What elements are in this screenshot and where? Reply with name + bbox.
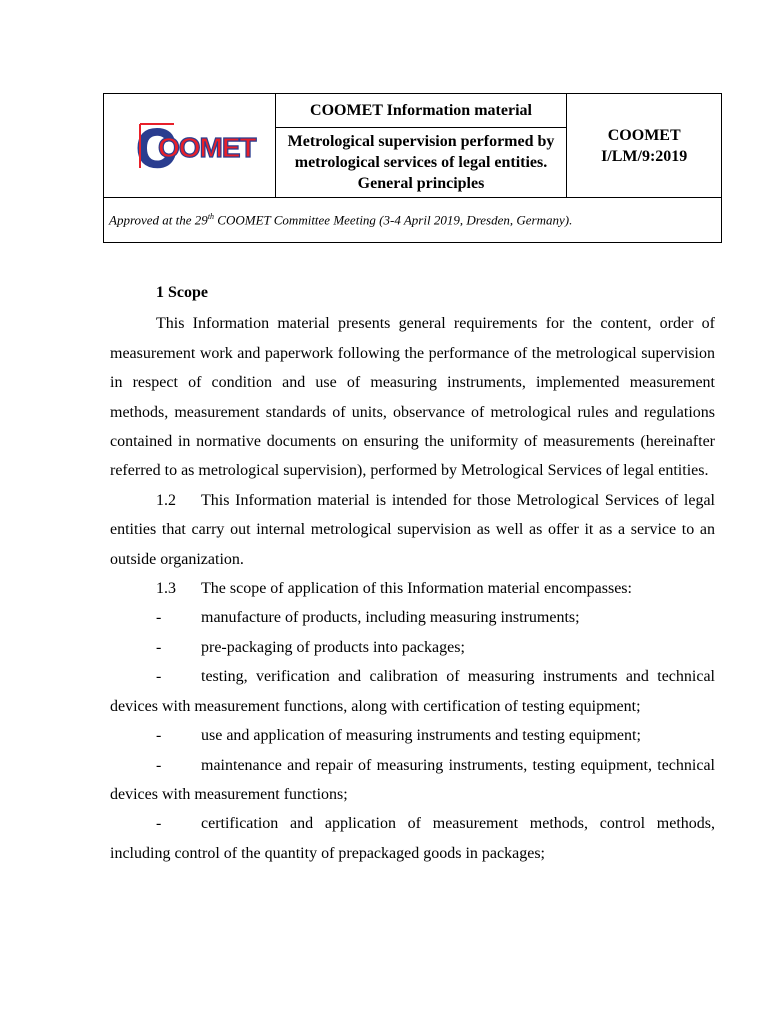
approval-superscript: th	[207, 211, 215, 221]
list-marker: -	[156, 727, 162, 745]
svg-text:OOMET: OOMET	[158, 131, 256, 163]
list-item	[110, 809, 715, 868]
coomet-logo	[134, 116, 256, 179]
paragraph-1-2	[110, 486, 715, 574]
svg-text:C: C	[136, 116, 177, 179]
list-item-text: testing, verification and calibration of measuring instruments and technical devices with measurement functions, along with certification of testing equipment;	[110, 668, 715, 715]
list-item-text: use and application of measuring instruments and testing equipment;	[201, 727, 641, 745]
paragraph-scope: This Information material presents general requirements for the content, order of measurement work and paperwork following the performance of the metrological supervision in respect of condition and use of measuring instruments, implemented measurement methods, measurement standards of units, observance of metrological rules and regulations contained in normative documents on ensuring the uniformity of measurements (hereinafter referred to as metrological supervision), performed by Metrological Services of legal entities.	[110, 315, 715, 480]
approval-note	[104, 198, 722, 243]
list-item	[110, 662, 715, 721]
list-item	[110, 603, 715, 632]
paragraph-text: The scope of application of this Information material encompasses:	[201, 580, 632, 598]
logo-cell	[104, 94, 276, 198]
list-marker: -	[156, 756, 162, 774]
approval-text-start: Approved at the 29	[109, 212, 208, 228]
document-body	[110, 278, 715, 868]
list-marker: -	[156, 668, 162, 686]
list-item-text: maintenance and repair of measuring instruments, testing equipment, technical devices with measurement functions;	[110, 756, 715, 803]
list-item-text: certification and application of measurement methods, control methods, including control of the quantity of prepackaged goods in packages;	[110, 815, 715, 862]
list-item	[110, 721, 715, 750]
document-subtitle: Metrological supervision performed by metrological services of legal entities. General principles	[275, 128, 567, 198]
paragraph-text: This Information material is intended for those Metrological Services of legal entities that carry out internal metrological supervision as well as offer it as a service to an outside organization.	[110, 491, 715, 568]
list-marker: -	[156, 609, 162, 627]
section-heading: 1 Scope	[156, 284, 208, 301]
list-marker: -	[156, 638, 162, 656]
approval-text-end: COOMET Committee Meeting (3-4 April 2019, Dresden, Germany).	[214, 212, 573, 228]
clause-number: 1.2	[156, 491, 176, 509]
document-code	[567, 94, 722, 198]
clause-number: 1.3	[156, 580, 176, 598]
document-header-table	[103, 93, 722, 243]
list-item	[110, 633, 715, 662]
code-line-2: I/LM/9:2019	[601, 147, 688, 165]
list-item-text: pre-packaging of products into packages;	[201, 638, 465, 656]
list-marker: -	[156, 815, 162, 833]
code-line-1: COOMET	[607, 126, 681, 144]
list-item-text: manufacture of products, including measuring instruments;	[201, 609, 580, 627]
list-item	[110, 751, 715, 810]
paragraph-1-3	[110, 574, 715, 603]
document-title: COOMET Information material	[275, 94, 567, 128]
